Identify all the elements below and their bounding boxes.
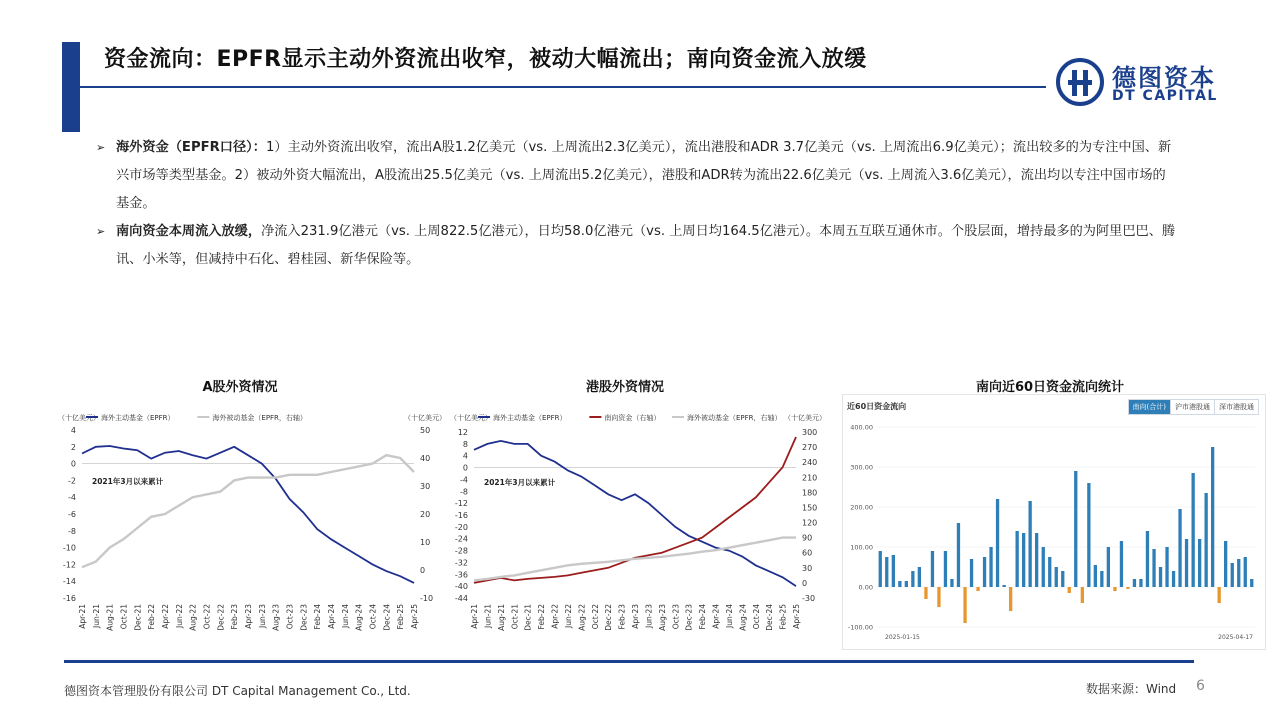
- x-tick-label: Jun-23: [257, 604, 267, 628]
- series-line: [82, 446, 414, 583]
- bar: [931, 551, 934, 587]
- y-tick-label-left: -6: [68, 510, 76, 519]
- bar: [892, 555, 895, 587]
- series-line: [82, 455, 414, 567]
- y-tick-label-left: 4: [462, 451, 468, 461]
- x-tick-label: Oct-23: [671, 604, 681, 630]
- x-tick-label: Oct-22: [590, 604, 600, 630]
- y-tick-label-left: -8: [68, 526, 76, 536]
- bar: [918, 567, 921, 587]
- x-tick-label: Jun-21: [483, 604, 493, 628]
- x-tick-label: Jun-22: [174, 604, 184, 628]
- bar: [957, 523, 960, 587]
- bar: [1178, 509, 1181, 587]
- left-axis-unit: （十亿美元）: [58, 414, 100, 422]
- bar: [937, 587, 940, 607]
- bullet-item-overseas: [96, 134, 1176, 218]
- bar: [1068, 587, 1071, 593]
- bar: [1061, 571, 1064, 587]
- y-tick-label-left: -10: [62, 543, 76, 553]
- bar: [1016, 531, 1019, 587]
- legend-label: 海外主动基金（EPFR）: [493, 414, 567, 422]
- tab-shenzhen-connect[interactable]: 深市港股通: [1214, 400, 1258, 414]
- y-tick-label-left: -4: [68, 493, 76, 503]
- y-tick-label-right: 210: [802, 473, 818, 483]
- series-line: [474, 441, 796, 586]
- bar: [1159, 567, 1162, 587]
- bar: [1094, 565, 1097, 587]
- bar: [996, 499, 999, 587]
- page-number: 6: [1196, 678, 1205, 694]
- x-end-label: 2025-04-17: [1218, 634, 1253, 641]
- bar: [1087, 483, 1090, 587]
- page-title: 资金流向：EPFR显示主动外资流出收窄，被动大幅流出；南向资金流入放缓: [104, 47, 867, 72]
- y-tick-label-right: 0: [802, 578, 808, 588]
- y-tick-label-left: 4: [70, 426, 76, 435]
- bar: [1133, 579, 1136, 587]
- bar: [1003, 585, 1006, 587]
- x-tick-label: Feb-22: [147, 604, 157, 630]
- y-tick-label: -100.00: [847, 623, 873, 632]
- y-tick-label-left: -28: [454, 546, 468, 556]
- x-tick-label: Feb-25: [778, 604, 788, 630]
- y-tick-label-left: -40: [454, 582, 468, 592]
- y-tick-label-right: -30: [802, 594, 816, 603]
- x-tick-label: Jun-24: [724, 604, 734, 628]
- bar: [970, 559, 973, 587]
- x-tick-label: Apr-24: [711, 604, 721, 629]
- x-tick-label: Jun-24: [340, 604, 350, 628]
- y-tick-label-left: -8: [460, 487, 468, 497]
- x-tick-label: Aug-23: [657, 604, 667, 631]
- x-tick-label: Dec-21: [133, 604, 143, 631]
- y-tick-label: 400.00: [850, 423, 873, 432]
- bar: [944, 551, 947, 587]
- y-tick-label-left: -32: [454, 558, 468, 568]
- y-tick-label-right: 0: [420, 566, 426, 575]
- logo-en-text: DT CAPITAL: [1112, 88, 1218, 104]
- bar: [1244, 557, 1247, 587]
- y-tick-label-left: -12: [454, 499, 468, 509]
- bar: [1009, 587, 1012, 611]
- x-start-label: 2025-01-15: [885, 634, 920, 641]
- x-tick-label: Aug-22: [188, 604, 198, 631]
- y-tick-label-left: -20: [454, 522, 468, 532]
- x-tick-label: Oct-21: [510, 604, 520, 630]
- logo-mark-icon: [1056, 58, 1104, 106]
- bar: [1035, 533, 1038, 587]
- x-tick-label: Apr-25: [792, 604, 801, 629]
- market-tab-group: [1128, 399, 1259, 415]
- bar: [976, 587, 979, 591]
- y-tick-label-left: 0: [462, 463, 468, 473]
- bar: [1218, 587, 1221, 603]
- bar: [989, 547, 992, 587]
- x-tick-label: Aug-23: [271, 604, 281, 631]
- y-tick-label-left: -24: [454, 534, 468, 544]
- bar: [1250, 579, 1253, 587]
- x-tick-label: Apr-21: [78, 604, 87, 629]
- x-tick-label: Aug-24: [738, 604, 748, 631]
- bar: [1100, 571, 1103, 587]
- company-logo: [1056, 58, 1226, 108]
- bar: [1055, 567, 1058, 587]
- left-axis-unit: （十亿美元）: [450, 414, 492, 422]
- y-tick-label-right: 30: [802, 563, 813, 573]
- x-tick-label: Dec-24: [382, 604, 392, 631]
- southbound-bar-chart: [843, 417, 1265, 649]
- logo-cn-text: 德图资本: [1112, 64, 1216, 92]
- bar: [1192, 473, 1195, 587]
- x-tick-label: Aug-21: [105, 604, 115, 631]
- y-tick-label-left: -14: [62, 577, 76, 587]
- bar: [1231, 563, 1234, 587]
- y-tick-label-right: 270: [802, 443, 818, 453]
- bar: [1152, 549, 1155, 587]
- right-axis-unit: （十亿美元）: [404, 414, 446, 422]
- y-tick-label-right: 150: [802, 503, 818, 513]
- x-tick-label: Apr-24: [327, 604, 336, 629]
- bullet-lead: 海外资金（EPFR口径）：: [116, 140, 266, 155]
- bullet-item-southbound: [96, 218, 1176, 274]
- y-tick-label: 200.00: [850, 503, 873, 512]
- bar: [885, 557, 888, 587]
- y-tick-label-right: 180: [802, 488, 818, 498]
- footer-source: 数据来源：Wind: [1086, 682, 1177, 696]
- legend-label: 海外被动基金（EPFR，右轴）: [212, 414, 307, 422]
- x-tick-label: Dec-23: [299, 604, 309, 631]
- bar: [1042, 547, 1045, 587]
- bullet-lead: 南向资金本周流入放缓，: [116, 224, 262, 239]
- bar: [1107, 547, 1110, 587]
- arrow-bullet-icon: ➢: [96, 141, 106, 154]
- bar: [1126, 587, 1129, 589]
- x-tick-label: Oct-22: [202, 604, 212, 630]
- x-tick-label: Feb-23: [230, 604, 240, 630]
- annotation-label: 2021年3月以来累计: [484, 478, 556, 488]
- legend-label: 南向资金（右轴）: [604, 414, 661, 422]
- y-tick-label-left: -4: [460, 475, 468, 485]
- bar: [1139, 579, 1142, 587]
- bar: [1146, 531, 1149, 587]
- y-tick-label-right: 30: [420, 482, 431, 491]
- legend-label: 海外主动基金（EPFR）: [101, 414, 175, 422]
- bar: [911, 571, 914, 587]
- bar: [1237, 559, 1240, 587]
- bullet-text: 净流入231.9亿港元（vs. 上周822.5亿港元），日均58.0亿港元（vs. 上周日均164.5亿港元）。本周五互联互通休市。个股层面，增持最多的为阿里巴巴、腾讯、小米等，但减持中石化、碧桂园、新华保险等。: [116, 224, 1176, 267]
- x-tick-label: Oct-21: [119, 604, 129, 630]
- x-tick-label: Apr-22: [550, 604, 560, 629]
- y-tick-label-left: 0: [70, 459, 76, 469]
- bar: [905, 581, 908, 587]
- y-tick-label-left: -2: [68, 476, 76, 486]
- arrow-bullet-icon: ➢: [96, 225, 106, 238]
- y-tick-label-right: 120: [802, 518, 818, 528]
- bar: [1185, 539, 1188, 587]
- title-accent-bar: [62, 42, 80, 132]
- x-tick-label: Oct-23: [285, 604, 295, 630]
- bar: [1022, 533, 1025, 587]
- y-tick-label: 0.00: [858, 583, 873, 592]
- a-share-flow-chart: [56, 408, 448, 640]
- bar: [1211, 447, 1214, 587]
- x-tick-label: Aug-22: [577, 604, 587, 631]
- panel-label: 近60日资金流向: [847, 402, 907, 411]
- tab-shanghai-connect[interactable]: 沪市港股通: [1170, 400, 1214, 414]
- x-tick-label: Feb-24: [313, 604, 323, 630]
- x-tick-label: Apr-23: [631, 604, 640, 629]
- x-tick-label: Dec-21: [523, 604, 533, 631]
- y-tick-label-left: 12: [457, 428, 468, 437]
- bar: [1029, 501, 1032, 587]
- x-tick-label: Feb-24: [698, 604, 708, 630]
- x-tick-label: Aug-21: [496, 604, 506, 631]
- y-tick-label-right: 240: [802, 458, 818, 468]
- y-tick-label-right: 10: [420, 538, 431, 547]
- bar: [950, 579, 953, 587]
- chart2-title: 港股外资情况: [585, 380, 664, 395]
- bar: [1172, 571, 1175, 587]
- y-tick-label-left: -16: [454, 511, 468, 520]
- bar: [1224, 541, 1227, 587]
- x-tick-label: Dec-24: [765, 604, 775, 631]
- y-tick-label-left: 8: [462, 439, 468, 449]
- y-tick-label-left: -36: [454, 570, 468, 580]
- right-axis-unit: （十亿美元）: [784, 414, 826, 422]
- x-tick-label: Dec-22: [216, 604, 226, 631]
- tab-southbound-total[interactable]: 南向(合计): [1129, 400, 1170, 414]
- x-tick-label: Apr-23: [244, 604, 253, 629]
- bar: [879, 551, 882, 587]
- hk-share-flow-chart: [448, 408, 828, 640]
- footer-company: 德图资本管理股份有限公司 DT Capital Management Co., Ltd.: [64, 684, 411, 698]
- x-tick-label: Dec-22: [604, 604, 614, 631]
- bar: [1113, 587, 1116, 591]
- y-tick-label-left: 2: [70, 442, 76, 452]
- footer-rule: [64, 660, 1194, 663]
- y-tick-label: 300.00: [850, 463, 873, 472]
- y-tick-label-right: 300: [802, 428, 818, 437]
- x-tick-label: Jun-22: [563, 604, 573, 628]
- y-tick-label: 100.00: [850, 543, 873, 552]
- x-tick-label: Feb-25: [396, 604, 406, 630]
- bar: [983, 557, 986, 587]
- title-rule: [80, 86, 1046, 88]
- bar: [898, 581, 901, 587]
- annotation-label: 2021年3月以来累计: [92, 476, 164, 486]
- southbound-panel: [842, 394, 1266, 650]
- x-tick-label: Apr-25: [410, 604, 419, 629]
- bullet-list: [96, 134, 1176, 274]
- y-tick-label-right: -10: [420, 594, 434, 603]
- x-tick-label: Apr-22: [161, 604, 170, 629]
- bar: [1048, 557, 1051, 587]
- bar: [1081, 587, 1084, 603]
- y-tick-label-left: -16: [62, 594, 76, 603]
- x-tick-label: Feb-22: [537, 604, 547, 630]
- y-tick-label-right: 20: [420, 510, 431, 519]
- chart3-title: 南向近60日资金流向统计: [975, 380, 1125, 395]
- y-tick-label-right: 60: [802, 548, 813, 558]
- bar: [1205, 493, 1208, 587]
- bar: [1198, 539, 1201, 587]
- bar: [1074, 471, 1077, 587]
- bar: [1120, 541, 1123, 587]
- x-tick-label: Dec-23: [684, 604, 694, 631]
- y-tick-label-right: 90: [802, 533, 813, 543]
- y-tick-label-right: 40: [420, 454, 431, 463]
- x-tick-label: Aug-24: [354, 604, 364, 631]
- legend-label: 海外被动基金（EPFR，右轴）: [687, 414, 782, 422]
- chart1-title: A股外资情况: [202, 380, 278, 395]
- y-tick-label-left: -44: [454, 594, 468, 603]
- x-tick-label: Apr-21: [470, 604, 479, 629]
- x-tick-label: Jun-21: [91, 604, 101, 628]
- x-tick-label: Feb-23: [617, 604, 627, 630]
- bullet-text: 1）主动外资流出收窄，流出A股1.2亿美元（vs. 上周流出2.3亿美元），流出港股和ADR 3.7亿美元（vs. 上周流出6.9亿美元）；流出较多的为专注中国、新兴市场等类型基金。2）被动外资大幅流出，A股流出25.5亿美元（vs. 上周流出5.2亿美元），港股和ADR转为流出22.6亿美元（vs. 上周流入3.6亿美元），流出均以专注中国市场的基金。: [116, 140, 1172, 211]
- y-tick-label-left: -12: [62, 560, 76, 570]
- x-tick-label: Oct-24: [751, 604, 761, 630]
- bar: [1165, 547, 1168, 587]
- x-tick-label: Oct-24: [368, 604, 378, 630]
- y-tick-label-right: 50: [420, 426, 431, 435]
- x-tick-label: Jun-23: [644, 604, 654, 628]
- bar: [924, 587, 927, 599]
- bar: [963, 587, 966, 623]
